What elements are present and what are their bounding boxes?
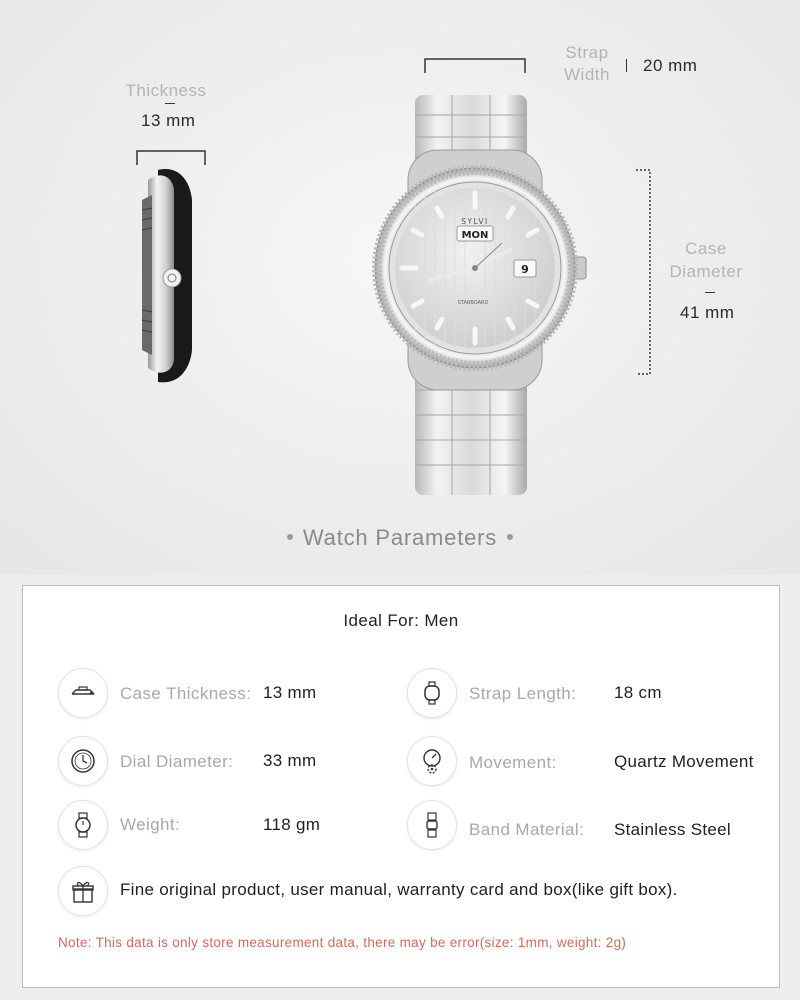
date-window-text: 9: [521, 263, 529, 276]
movement-label: Movement:: [469, 753, 557, 772]
ideal-for-text: Ideal For: Men: [343, 611, 459, 630]
gift-box-icon: [58, 866, 108, 916]
case-diameter-value: 41 mm: [680, 303, 735, 322]
movement-value: Quartz Movement: [614, 752, 754, 771]
strap-length-value: 18 cm: [614, 683, 662, 702]
dial-model-text: STARBOARD: [457, 300, 489, 306]
band-material-icon: [407, 800, 457, 850]
band-material-label: Band Material:: [469, 820, 585, 839]
thickness-value: 13 mm: [141, 111, 196, 130]
case-thickness-icon: [58, 668, 108, 718]
thickness-label: Thickness: [125, 81, 207, 100]
section-title-text: Watch Parameters: [302, 525, 498, 550]
band-material-value: Stainless Steel: [614, 820, 731, 839]
case-diameter-label-line1: Case: [685, 239, 727, 258]
weight-label: Weight:: [120, 815, 181, 834]
day-window-text: MON: [461, 230, 489, 241]
section-title: [0, 525, 800, 551]
watch-front-view: [370, 95, 600, 495]
case-thickness-value: 13 mm: [263, 683, 317, 702]
measurement-note: Note: This data is only store measurement data, there may be error(size: 1mm, weight: 2g): [58, 935, 627, 950]
case-diameter-label-line2: Diameter: [669, 262, 743, 281]
movement-icon: [407, 736, 457, 786]
strap-width-value: 20 mm: [643, 56, 698, 75]
weight-icon: [58, 800, 108, 850]
dial-diameter-value: 33 mm: [263, 751, 317, 770]
case-diameter-bracket: [634, 168, 654, 376]
thickness-dash: [165, 103, 175, 104]
watch-side-view: [128, 160, 218, 390]
strap-length-icon: [407, 668, 457, 718]
dial-brand-text: SYLVI: [461, 217, 489, 226]
strap-length-label: Strap Length:: [469, 684, 577, 703]
case-diameter-dash: [705, 292, 715, 293]
parameters-card: [22, 585, 780, 988]
strap-width-separator: [626, 59, 627, 72]
strap-width-label-line1: Strap: [565, 43, 609, 62]
strap-width-bracket: [423, 56, 527, 74]
bullet-dot-left: [287, 534, 293, 540]
package-contents-text: Fine original product, user manual, warranty card and box(like gift box).: [120, 880, 678, 899]
dial-diameter-icon: [58, 736, 108, 786]
case-thickness-label: Case Thickness:: [120, 684, 252, 703]
bullet-dot-right: [507, 534, 513, 540]
strap-width-label-line2: Width: [564, 65, 610, 84]
weight-value: 118 gm: [263, 815, 321, 834]
dial-diameter-label: Dial Diameter:: [120, 752, 234, 771]
